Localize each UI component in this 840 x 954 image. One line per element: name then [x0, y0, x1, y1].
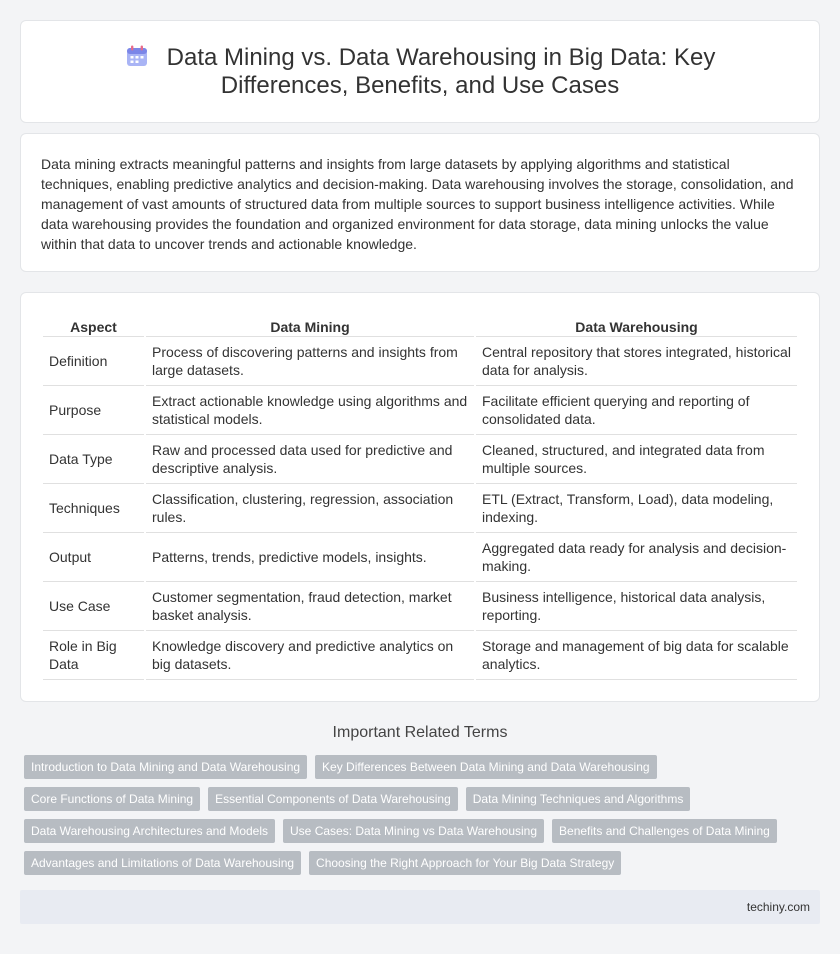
- cell-aspect: Use Case: [43, 582, 144, 631]
- related-term-link[interactable]: Use Cases: Data Mining vs Data Warehousing: [283, 819, 544, 843]
- table-row: [43, 337, 797, 386]
- table-row: [43, 582, 797, 631]
- cell-aspect: Role in Big Data: [43, 631, 144, 680]
- cell-data-mining: Knowledge discovery and predictive analytics on big datasets.: [146, 631, 474, 680]
- cell-aspect: Data Type: [43, 435, 144, 484]
- cell-data-mining: Customer segmentation, fraud detection, market basket analysis.: [146, 582, 474, 631]
- table-row: [43, 631, 797, 680]
- cell-data-warehousing: Storage and management of big data for scalable analytics.: [476, 631, 797, 680]
- cell-data-warehousing: Business intelligence, historical data analysis, reporting.: [476, 582, 797, 631]
- cell-aspect: Output: [43, 533, 144, 582]
- tag-row: [24, 851, 824, 875]
- header-data-mining: Data Mining: [146, 315, 474, 337]
- tag-row: [24, 787, 824, 811]
- related-term-link[interactable]: Introduction to Data Mining and Data Warehousing: [24, 755, 307, 779]
- cell-data-warehousing: Central repository that stores integrated, historical data for analysis.: [476, 337, 797, 386]
- cell-data-mining: Raw and processed data used for predictive and descriptive analysis.: [146, 435, 474, 484]
- cell-data-mining: Process of discovering patterns and insights from large datasets.: [146, 337, 474, 386]
- related-term-link[interactable]: Data Warehousing Architectures and Models: [24, 819, 275, 843]
- cell-data-mining: Extract actionable knowledge using algorithms and statistical models.: [146, 386, 474, 435]
- table-header-row: [43, 315, 797, 337]
- intro-card: [20, 133, 820, 272]
- cell-aspect: Techniques: [43, 484, 144, 533]
- cell-data-warehousing: Cleaned, structured, and integrated data from multiple sources.: [476, 435, 797, 484]
- header-aspect: Aspect: [43, 315, 144, 337]
- related-term-link[interactable]: Choosing the Right Approach for Your Big Data Strategy: [309, 851, 621, 875]
- related-term-link[interactable]: Core Functions of Data Mining: [24, 787, 200, 811]
- intro-paragraph: Data mining extracts meaningful patterns and insights from large datasets by applying algorithms and statistical techniques, enabling predictive analytics and decision-making. Data warehousing involves the storage, consolidation, and management of vast amounts of structured data from multiple sources to support business intelligence activities. While data warehousing provides the foundation and organized environment for data storage, data mining unlocks the value within that data to uncover trends and actionable knowledge.: [41, 156, 794, 252]
- header-data-warehousing: Data Warehousing: [476, 315, 797, 337]
- tag-row: [24, 819, 824, 843]
- page-header: [61, 44, 779, 100]
- table-row: [43, 386, 797, 435]
- related-terms-heading: Important Related Terms: [332, 724, 508, 741]
- cell-data-warehousing: Facilitate efficient querying and reporting of consolidated data.: [476, 386, 797, 435]
- cell-data-mining: Patterns, trends, predictive models, insights.: [146, 533, 474, 582]
- cell-aspect: Definition: [43, 337, 144, 386]
- related-term-link[interactable]: Advantages and Limitations of Data Warehousing: [24, 851, 301, 875]
- footer: [20, 890, 820, 924]
- related-term-link[interactable]: Key Differences Between Data Mining and Data Warehousing: [315, 755, 657, 779]
- tag-row: [24, 755, 824, 779]
- table-row: [43, 533, 797, 582]
- cell-data-warehousing: ETL (Extract, Transform, Load), data modeling, indexing.: [476, 484, 797, 533]
- related-term-link[interactable]: Data Mining Techniques and Algorithms: [466, 787, 691, 811]
- cell-data-warehousing: Aggregated data ready for analysis and decision-making.: [476, 533, 797, 582]
- comparison-table: [41, 315, 799, 680]
- calendar-icon: [125, 44, 149, 68]
- table-row: [43, 435, 797, 484]
- page-title: Data Mining vs. Data Warehousing in Big Data: Key Differences, Benefits, and Use Cases: [166, 44, 716, 99]
- cell-data-mining: Classification, clustering, regression, association rules.: [146, 484, 474, 533]
- comparison-card: [20, 292, 820, 702]
- table-row: [43, 484, 797, 533]
- title-card: [20, 20, 820, 123]
- related-term-link[interactable]: Benefits and Challenges of Data Mining: [552, 819, 777, 843]
- related-terms-list: [24, 755, 824, 883]
- footer-site-link[interactable]: techiny.com: [746, 900, 810, 914]
- related-term-link[interactable]: Essential Components of Data Warehousing: [208, 787, 458, 811]
- cell-aspect: Purpose: [43, 386, 144, 435]
